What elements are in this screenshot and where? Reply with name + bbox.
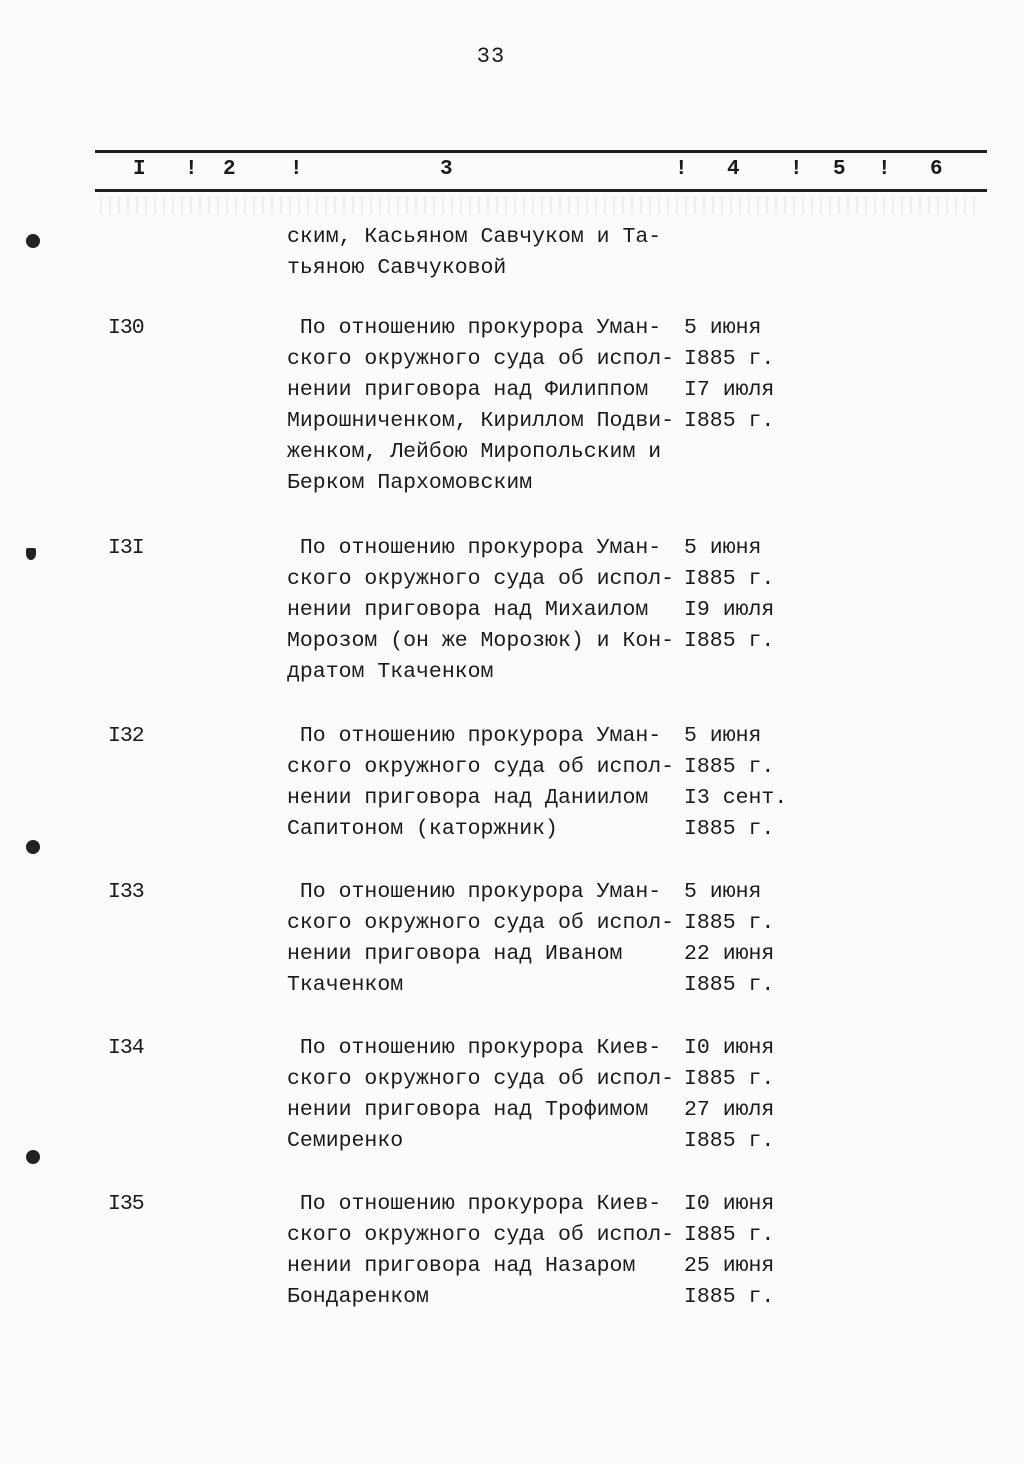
punch-hole-mark <box>26 234 40 248</box>
page-number: 33 <box>476 44 506 69</box>
punch-hole-mark <box>26 548 36 560</box>
description-line: ским, Касьяном Савчуком и Та- <box>287 225 662 249</box>
date-line: 25 июня <box>684 1254 775 1278</box>
description-line: женком, Лейбою Миропольским и <box>287 440 662 464</box>
column-separator: ! <box>290 158 303 181</box>
description-line: По отношению прокурора Уман- <box>287 724 662 748</box>
description-line: ского окружного суда об испол- <box>287 911 675 935</box>
entry-number: I3I <box>108 536 144 560</box>
entry-dates <box>684 1189 794 1313</box>
date-line: 5 июня <box>684 316 762 340</box>
column-header-3: 3 <box>440 158 453 181</box>
entry-number: I35 <box>108 1192 144 1216</box>
entry-number: I33 <box>108 880 144 904</box>
column-header-6: 6 <box>930 158 943 181</box>
date-line: I885 г. <box>684 755 775 779</box>
date-line: 22 июня <box>684 942 775 966</box>
description-line: Ткаченком <box>287 973 404 997</box>
column-separator: ! <box>185 158 198 181</box>
description-line: Бондаренком <box>287 1285 429 1309</box>
punch-hole-mark <box>26 1150 40 1164</box>
description-line: ского окружного суда об испол- <box>287 1067 675 1091</box>
date-line: I0 июня <box>684 1036 775 1060</box>
entry-number: I30 <box>108 316 144 340</box>
date-line: I885 г. <box>684 629 775 653</box>
description-line: Берком Пархомовским <box>287 471 533 495</box>
description-line: нении приговора над Даниилом <box>287 786 649 810</box>
description-line: ского окружного суда об испол- <box>287 347 675 371</box>
entry-dates <box>684 313 794 437</box>
description-line: нении приговора над Трофимом <box>287 1098 649 1122</box>
description-line: ского окружного суда об испол- <box>287 755 675 779</box>
date-line: I885 г. <box>684 973 775 997</box>
description-line: нении приговора над Назаром <box>287 1254 636 1278</box>
table-header-row <box>95 158 987 186</box>
entry-dates <box>684 1033 794 1157</box>
description-line: нении приговора над Иваном <box>287 942 623 966</box>
date-line: 5 июня <box>684 536 762 560</box>
description-line: По отношению прокурора Уман- <box>287 316 662 340</box>
description-line: нении приговора над Михаилом <box>287 598 649 622</box>
column-header-5: 5 <box>833 158 846 181</box>
entry-description <box>287 877 687 1001</box>
date-line: I885 г. <box>684 409 775 433</box>
entry-dates <box>684 533 794 657</box>
entry-description <box>287 222 687 284</box>
date-line: I885 г. <box>684 817 775 841</box>
entry-description <box>287 533 687 688</box>
description-line: ского окружного суда об испол- <box>287 567 675 591</box>
date-line: I885 г. <box>684 1067 775 1091</box>
entry-description <box>287 721 687 845</box>
description-line: Сапитоном (каторжник) <box>287 817 558 841</box>
date-line: 27 июля <box>684 1098 775 1122</box>
header-top-rule <box>95 150 987 153</box>
description-line: Семиренко <box>287 1129 404 1153</box>
date-line: I885 г. <box>684 347 775 371</box>
date-line: I885 г. <box>684 1223 775 1247</box>
description-line: нении приговора над Филиппом <box>287 378 649 402</box>
header-bottom-rule <box>95 189 987 192</box>
description-line: Мирошниченком, Кириллом Подви- <box>287 409 675 433</box>
entry-dates <box>684 877 794 1001</box>
date-line: 5 июня <box>684 880 762 904</box>
entry-dates <box>684 721 794 845</box>
description-line: По отношению прокурора Уман- <box>287 536 662 560</box>
entry-description <box>287 313 687 499</box>
date-line: I885 г. <box>684 1285 775 1309</box>
description-line: По отношению прокурора Киев- <box>287 1036 662 1060</box>
date-line: 5 июня <box>684 724 762 748</box>
description-line: ского окружного суда об испол- <box>287 1223 675 1247</box>
entry-description <box>287 1033 687 1157</box>
entry-description <box>287 1189 687 1313</box>
description-line: тьяною Савчуковой <box>287 256 507 280</box>
date-line: I7 июля <box>684 378 775 402</box>
column-header-4: 4 <box>727 158 740 181</box>
entry-number: I32 <box>108 724 144 748</box>
column-separator: ! <box>878 158 891 181</box>
entry-number: I34 <box>108 1036 144 1060</box>
column-header-2: 2 <box>223 158 236 181</box>
description-line: По отношению прокурора Уман- <box>287 880 662 904</box>
date-line: I3 сент. <box>684 786 788 810</box>
column-separator: ! <box>675 158 688 181</box>
column-separator: ! <box>790 158 803 181</box>
date-line: I885 г. <box>684 1129 775 1153</box>
description-line: дратом Ткаченком <box>287 660 494 684</box>
date-line: I0 июня <box>684 1192 775 1216</box>
description-line: Морозом (он же Морозюк) и Кон- <box>287 629 675 653</box>
date-line: I885 г. <box>684 567 775 591</box>
punch-hole-mark <box>26 840 40 854</box>
description-line: По отношению прокурора Киев- <box>287 1192 662 1216</box>
date-line: I9 июля <box>684 598 775 622</box>
date-line: I885 г. <box>684 911 775 935</box>
column-header-1: I <box>133 158 146 181</box>
scan-noise <box>100 196 980 214</box>
